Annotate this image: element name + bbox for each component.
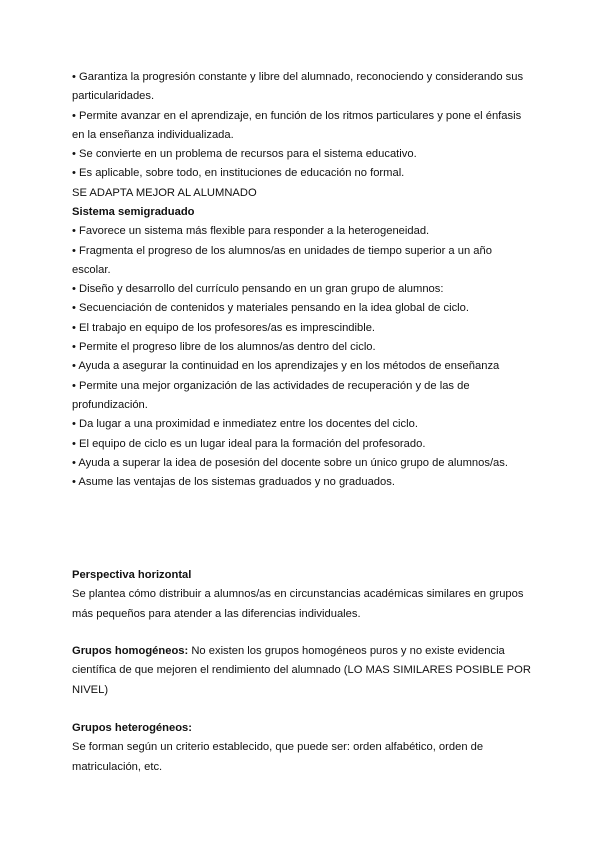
text-line: Se plantea cómo distribuir a alumnos/as en circunstancias académicas similares en grupos (72, 588, 524, 601)
text-line: • Da lugar a una proximidad e inmediatez entre los docentes del ciclo. (72, 418, 418, 431)
text-line: • El equipo de ciclo es un lugar ideal para la formación del profesorado. (72, 437, 426, 450)
text-line: • Ayuda a superar la idea de posesión del docente sobre un único grupo de alumnos/as. (72, 456, 508, 469)
text-line: • Se convierte en un problema de recursos para el sistema educativo. (72, 148, 417, 161)
text-line: • Favorece un sistema más flexible para responder a la heterogeneidad. (72, 225, 430, 238)
text-line: • El trabajo en equipo de los profesores/as es imprescindible. (72, 321, 376, 334)
section-heading: Grupos heterogéneos: (72, 722, 192, 734)
section-heading: Sistema semigraduado (72, 206, 195, 218)
text-line: • Permite avanzar en el aprendizaje, en función de los ritmos particulares y pone el énfasis (72, 109, 522, 122)
top-bullets (72, 68, 532, 203)
text-line: matriculación, etc. (72, 760, 163, 773)
section-heading: Perspectiva horizontal (72, 569, 192, 581)
text-line: profundización. (72, 398, 148, 411)
text-line: científica de que mejoren el rendimiento del alumnado (LO MAS SIMILARES POSIBLE POR (72, 664, 531, 677)
text-line: • Diseño y desarrollo del currículo pensando en un gran grupo de alumnos: (72, 283, 444, 296)
text-line: • Permite el progreso libre de los alumnos/as dentro del ciclo. (72, 341, 376, 354)
section-label: Grupos homogéneos: (72, 645, 189, 657)
text-line (72, 642, 532, 661)
heterogeneos-section (72, 719, 532, 777)
inline-text: No existen los grupos homogéneos puros y no existe evidencia (188, 645, 505, 657)
text-line: escolar. (72, 263, 111, 276)
text-line: más pequeños para atender a las diferencias individuales. (72, 607, 361, 620)
semigraduado-section (72, 203, 532, 492)
text-line: • Asume las ventajas de los sistemas graduados y no graduados. (72, 476, 395, 489)
text-line: SE ADAPTA MEJOR AL ALUMNADO (72, 186, 257, 199)
text-line: • Garantiza la progresión constante y libre del alumnado, reconociendo y considerando sus (72, 71, 524, 83)
horizontal-section (72, 566, 532, 624)
text-line: particularidades. (72, 90, 155, 103)
text-line: • Es aplicable, sobre todo, en instituciones de educación no formal. (72, 167, 405, 180)
text-line: • Fragmenta el progreso de los alumnos/as en unidades de tiempo superior a un año (72, 244, 492, 257)
text-line: • Secuenciación de contenidos y materiales pensando en la idea global de ciclo. (72, 302, 469, 315)
text-line: en la enseñanza individualizada. (72, 128, 234, 141)
text-line: NIVEL) (72, 683, 109, 696)
text-line: • Permite una mejor organización de las actividades de recuperación y de las de (72, 379, 470, 392)
text-line: Se forman según un criterio establecido, que puede ser: orden alfabético, orden de (72, 741, 484, 754)
text-line: • Ayuda a asegurar la continuidad en los aprendizajes y en los métodos de enseñanza (72, 360, 500, 373)
homogeneos-section (72, 642, 532, 700)
